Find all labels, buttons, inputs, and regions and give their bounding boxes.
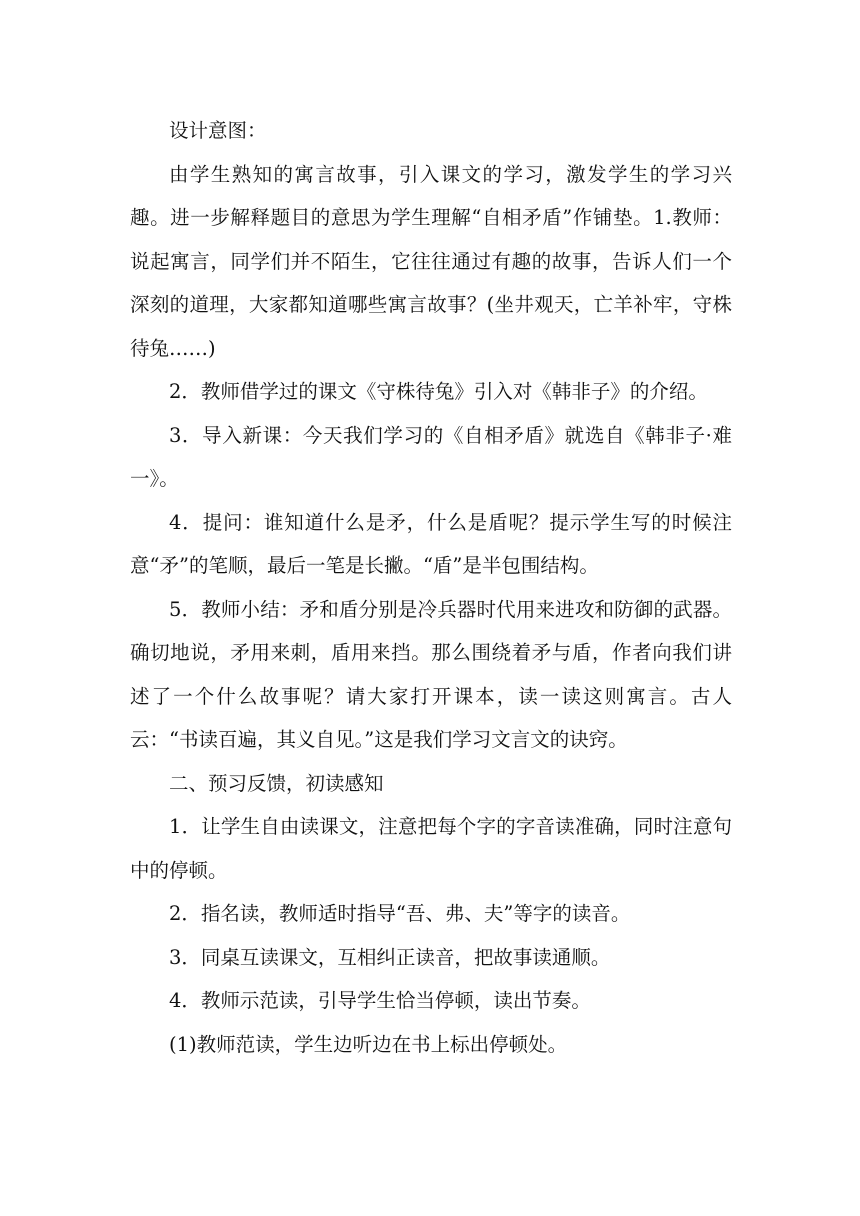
paragraph-step-5: 5．教师小结：矛和盾分别是冷兵器时代用来进攻和防御的武器。确切地说，矛用来刺，盾用来挡。那么围绕着矛与盾，作者向我们讲述了一个什么故事呢？请大家打开课本，读一读这则寓言。古人云：“书读百遍，其义自见。”这是我们学习文言文的诀窍。 (130, 597, 732, 751)
paragraph-reading-1: 1．让学生自由读课文，注意把每个字的字音读准确，同时注意句中的停顿。 (130, 815, 732, 882)
paragraph-design-intent-heading: 设计意图： (169, 119, 267, 142)
paragraph-design-intent-body: 由学生熟知的寓言故事，引入课文的学习，激发学生的学习兴趣。进一步解释题目的意思为学生理解“自相矛盾”作铺垫。1.教师：说起寓言，同学们并不陌生，它往往通过有趣的故事，告诉人们一个深刻的道理，大家都知道哪些寓言故事？(坐井观天，亡羊补牢，守株待兔……) (130, 162, 732, 360)
paragraph-step-4: 4．提问：谁知道什么是矛，什么是盾呢？提示学生写的时候注意“矛”的笔顺，最后一笔是长撇。“盾”是半包围结构。 (130, 510, 732, 577)
paragraph-reading-4-sub-1: (1)教师范读，学生边听边在书上标出停顿处。 (169, 1032, 568, 1056)
paragraph-step-3: 3．导入新课：今天我们学习的《自相矛盾》就选自《韩非子·难一》。 (130, 423, 732, 490)
paragraph-reading-4: 4．教师示范读，引导学生恰当停顿，读出节奏。 (169, 989, 591, 1012)
paragraph-reading-2: 2．指名读，教师适时指导“吾、弗、夫”等字的读音。 (169, 902, 631, 925)
paragraph-reading-3: 3．同桌互读课文，互相纠正读音，把故事读通顺。 (169, 945, 611, 969)
paragraph-step-2: 2．教师借学过的课文《守株待兔》引入对《韩非子》的介绍。 (169, 380, 708, 403)
section-heading-preview-feedback: 二、预习反馈，初读感知 (169, 771, 384, 795)
